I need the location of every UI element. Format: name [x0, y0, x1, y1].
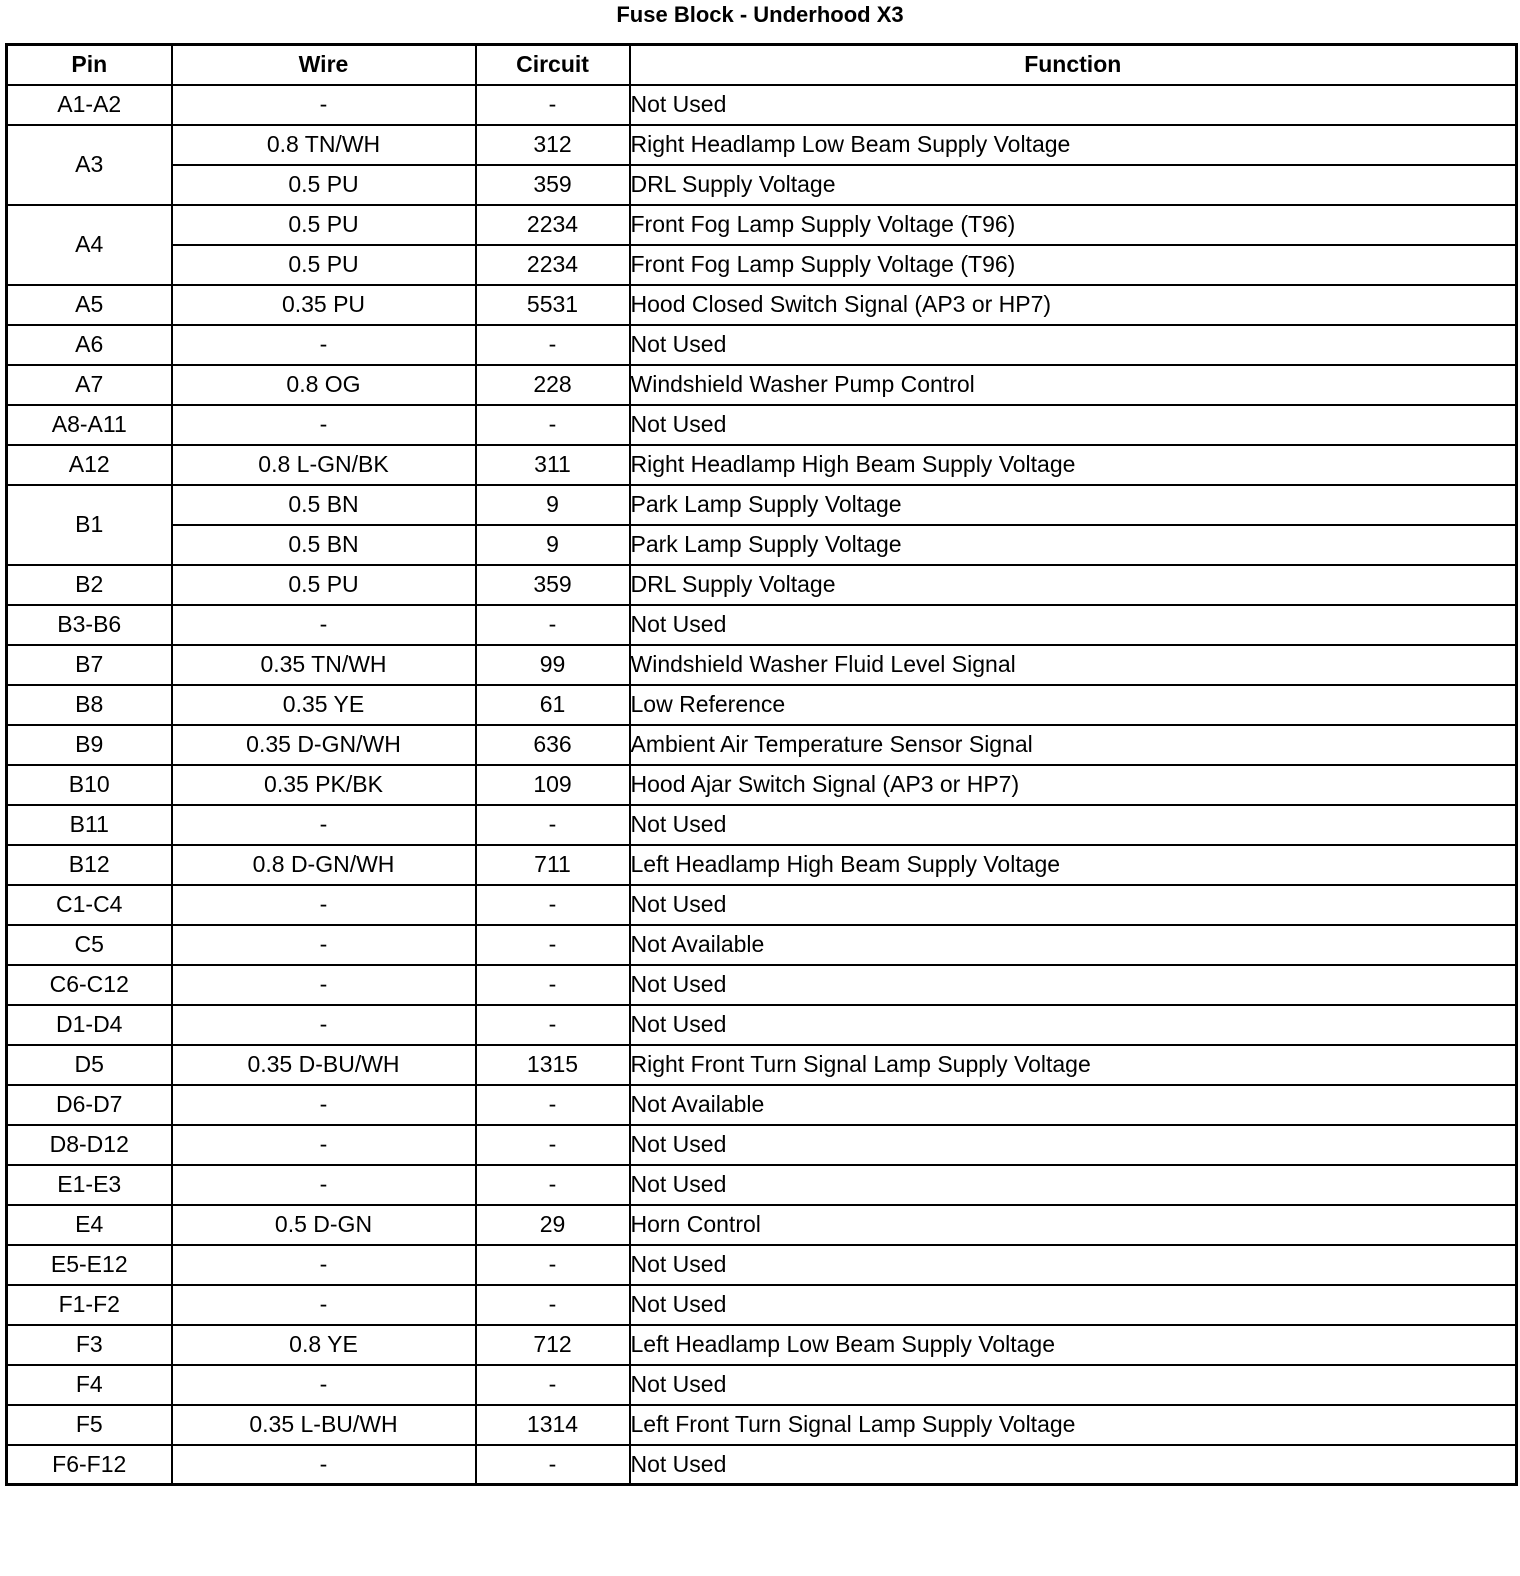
- function-cell: Right Headlamp Low Beam Supply Voltage: [630, 125, 1517, 165]
- table-row: [7, 165, 1517, 205]
- function-cell: Not Used: [630, 1245, 1517, 1285]
- pin-cell: D6-D7: [7, 1085, 172, 1125]
- table-row: [7, 525, 1517, 565]
- circuit-cell: 9: [476, 485, 630, 525]
- table-row: [7, 85, 1517, 125]
- table-row: [7, 725, 1517, 765]
- pin-cell: B12: [7, 845, 172, 885]
- circuit-cell: 312: [476, 125, 630, 165]
- function-cell: Front Fog Lamp Supply Voltage (T96): [630, 205, 1517, 245]
- pin-cell: C1-C4: [7, 885, 172, 925]
- circuit-cell: -: [476, 1245, 630, 1285]
- wire-cell: 0.5 PU: [172, 245, 476, 285]
- wire-cell: 0.35 PU: [172, 285, 476, 325]
- pin-cell: F6-F12: [7, 1445, 172, 1485]
- function-cell: Left Headlamp Low Beam Supply Voltage: [630, 1325, 1517, 1365]
- pin-cell: F3: [7, 1325, 172, 1365]
- circuit-cell: -: [476, 1445, 630, 1485]
- function-cell: Park Lamp Supply Voltage: [630, 525, 1517, 565]
- table-row: [7, 1005, 1517, 1045]
- pin-cell: E1-E3: [7, 1165, 172, 1205]
- pin-cell: B7: [7, 645, 172, 685]
- pin-cell: D1-D4: [7, 1005, 172, 1045]
- wire-cell: -: [172, 1445, 476, 1485]
- wire-cell: 0.35 L-BU/WH: [172, 1405, 476, 1445]
- wire-cell: 0.5 BN: [172, 525, 476, 565]
- table-row: [7, 565, 1517, 605]
- function-cell: Not Used: [630, 885, 1517, 925]
- pin-cell: B2: [7, 565, 172, 605]
- table-row: [7, 1165, 1517, 1205]
- function-cell: Windshield Washer Fluid Level Signal: [630, 645, 1517, 685]
- pin-cell: A1-A2: [7, 85, 172, 125]
- function-cell: Not Available: [630, 925, 1517, 965]
- table-row: [7, 1445, 1517, 1485]
- function-cell: Not Used: [630, 605, 1517, 645]
- table-row: [7, 845, 1517, 885]
- circuit-cell: 2234: [476, 245, 630, 285]
- wire-cell: -: [172, 1165, 476, 1205]
- table-row: [7, 645, 1517, 685]
- table-row: [7, 1245, 1517, 1285]
- circuit-cell: -: [476, 1165, 630, 1205]
- header-function: Function: [630, 45, 1517, 85]
- wire-cell: -: [172, 1005, 476, 1045]
- circuit-cell: 29: [476, 1205, 630, 1245]
- function-cell: Right Headlamp High Beam Supply Voltage: [630, 445, 1517, 485]
- function-cell: Left Front Turn Signal Lamp Supply Voltage: [630, 1405, 1517, 1445]
- circuit-cell: 711: [476, 845, 630, 885]
- table-row: [7, 765, 1517, 805]
- pin-cell: A3: [7, 125, 172, 205]
- circuit-cell: 1315: [476, 1045, 630, 1085]
- wire-cell: 0.8 OG: [172, 365, 476, 405]
- pin-cell: B8: [7, 685, 172, 725]
- pin-cell: A8-A11: [7, 405, 172, 445]
- table-row: [7, 405, 1517, 445]
- wire-cell: -: [172, 325, 476, 365]
- circuit-cell: -: [476, 405, 630, 445]
- function-cell: Hood Ajar Switch Signal (AP3 or HP7): [630, 765, 1517, 805]
- function-cell: Park Lamp Supply Voltage: [630, 485, 1517, 525]
- pin-cell: B3-B6: [7, 605, 172, 645]
- table-body: [7, 85, 1517, 1485]
- function-cell: Not Used: [630, 325, 1517, 365]
- pin-cell: E4: [7, 1205, 172, 1245]
- wire-cell: 0.35 D-BU/WH: [172, 1045, 476, 1085]
- function-cell: Left Headlamp High Beam Supply Voltage: [630, 845, 1517, 885]
- circuit-cell: 9: [476, 525, 630, 565]
- circuit-cell: 311: [476, 445, 630, 485]
- pin-cell: B9: [7, 725, 172, 765]
- circuit-cell: 61: [476, 685, 630, 725]
- function-cell: Not Used: [630, 805, 1517, 845]
- function-cell: Not Used: [630, 965, 1517, 1005]
- table-row: [7, 965, 1517, 1005]
- table-row: [7, 325, 1517, 365]
- header-wire: Wire: [172, 45, 476, 85]
- table-row: [7, 365, 1517, 405]
- table-row: [7, 1125, 1517, 1165]
- table-row: [7, 1285, 1517, 1325]
- header-pin: Pin: [7, 45, 172, 85]
- circuit-cell: 359: [476, 565, 630, 605]
- table-row: [7, 445, 1517, 485]
- wire-cell: -: [172, 1085, 476, 1125]
- wire-cell: -: [172, 1125, 476, 1165]
- circuit-cell: -: [476, 1285, 630, 1325]
- function-cell: Not Available: [630, 1085, 1517, 1125]
- function-cell: Not Used: [630, 1005, 1517, 1045]
- wire-cell: -: [172, 925, 476, 965]
- table-row: [7, 245, 1517, 285]
- wire-cell: -: [172, 85, 476, 125]
- pin-cell: D5: [7, 1045, 172, 1085]
- wire-cell: -: [172, 805, 476, 845]
- circuit-cell: -: [476, 1365, 630, 1405]
- table-row: [7, 1325, 1517, 1365]
- circuit-cell: -: [476, 85, 630, 125]
- wire-cell: 0.35 TN/WH: [172, 645, 476, 685]
- wire-cell: 0.5 PU: [172, 565, 476, 605]
- wire-cell: 0.5 D-GN: [172, 1205, 476, 1245]
- function-cell: Not Used: [630, 85, 1517, 125]
- table-row: [7, 285, 1517, 325]
- table-row: [7, 1205, 1517, 1245]
- table-row: [7, 805, 1517, 845]
- table-row: [7, 1365, 1517, 1405]
- pin-cell: A7: [7, 365, 172, 405]
- circuit-cell: 228: [476, 365, 630, 405]
- table-row: [7, 685, 1517, 725]
- table-row: [7, 605, 1517, 645]
- wire-cell: -: [172, 1365, 476, 1405]
- wire-cell: 0.8 TN/WH: [172, 125, 476, 165]
- wire-cell: 0.35 YE: [172, 685, 476, 725]
- wire-cell: -: [172, 405, 476, 445]
- pin-cell: E5-E12: [7, 1245, 172, 1285]
- circuit-cell: -: [476, 925, 630, 965]
- wire-cell: -: [172, 1245, 476, 1285]
- circuit-cell: 5531: [476, 285, 630, 325]
- wire-cell: -: [172, 1285, 476, 1325]
- circuit-cell: 712: [476, 1325, 630, 1365]
- pin-cell: F5: [7, 1405, 172, 1445]
- table-row: [7, 925, 1517, 965]
- circuit-cell: -: [476, 605, 630, 645]
- circuit-cell: -: [476, 325, 630, 365]
- function-cell: Not Used: [630, 1365, 1517, 1405]
- function-cell: Right Front Turn Signal Lamp Supply Voltage: [630, 1045, 1517, 1085]
- header-circuit: Circuit: [476, 45, 630, 85]
- wire-cell: 0.8 YE: [172, 1325, 476, 1365]
- table-row: [7, 1085, 1517, 1125]
- table-row: [7, 1045, 1517, 1085]
- function-cell: Horn Control: [630, 1205, 1517, 1245]
- function-cell: Not Used: [630, 1125, 1517, 1165]
- page-title: Fuse Block - Underhood X3: [616, 2, 904, 27]
- function-cell: Low Reference: [630, 685, 1517, 725]
- circuit-cell: -: [476, 1005, 630, 1045]
- wire-cell: 0.8 L-GN/BK: [172, 445, 476, 485]
- function-cell: Ambient Air Temperature Sensor Signal: [630, 725, 1517, 765]
- pin-cell: D8-D12: [7, 1125, 172, 1165]
- circuit-cell: -: [476, 965, 630, 1005]
- function-cell: DRL Supply Voltage: [630, 565, 1517, 605]
- table-row: [7, 885, 1517, 925]
- pin-cell: B10: [7, 765, 172, 805]
- pin-cell: F1-F2: [7, 1285, 172, 1325]
- function-cell: Not Used: [630, 1165, 1517, 1205]
- table-header-row: [7, 45, 1517, 85]
- connector-pin-table: [5, 43, 1518, 1486]
- circuit-cell: -: [476, 805, 630, 845]
- function-cell: Not Used: [630, 1445, 1517, 1485]
- pin-cell: B11: [7, 805, 172, 845]
- wire-cell: -: [172, 605, 476, 645]
- circuit-cell: -: [476, 1085, 630, 1125]
- circuit-cell: 2234: [476, 205, 630, 245]
- function-cell: Hood Closed Switch Signal (AP3 or HP7): [630, 285, 1517, 325]
- wire-cell: 0.5 PU: [172, 205, 476, 245]
- pin-cell: C5: [7, 925, 172, 965]
- circuit-cell: 109: [476, 765, 630, 805]
- circuit-cell: 99: [476, 645, 630, 685]
- circuit-cell: 1314: [476, 1405, 630, 1445]
- wire-cell: -: [172, 885, 476, 925]
- table-row: [7, 125, 1517, 165]
- pin-cell: A12: [7, 445, 172, 485]
- pin-cell: C6-C12: [7, 965, 172, 1005]
- circuit-cell: 359: [476, 165, 630, 205]
- function-cell: Not Used: [630, 405, 1517, 445]
- function-cell: Windshield Washer Pump Control: [630, 365, 1517, 405]
- function-cell: DRL Supply Voltage: [630, 165, 1517, 205]
- pin-cell: A6: [7, 325, 172, 365]
- table-row: [7, 485, 1517, 525]
- wire-cell: -: [172, 965, 476, 1005]
- function-cell: Not Used: [630, 1285, 1517, 1325]
- wire-cell: 0.5 PU: [172, 165, 476, 205]
- wire-cell: 0.8 D-GN/WH: [172, 845, 476, 885]
- wire-cell: 0.35 D-GN/WH: [172, 725, 476, 765]
- pin-cell: A4: [7, 205, 172, 285]
- function-cell: Front Fog Lamp Supply Voltage (T96): [630, 245, 1517, 285]
- wire-cell: 0.35 PK/BK: [172, 765, 476, 805]
- table-row: [7, 1405, 1517, 1445]
- table-row: [7, 205, 1517, 245]
- wire-cell: 0.5 BN: [172, 485, 476, 525]
- circuit-cell: 636: [476, 725, 630, 765]
- circuit-cell: -: [476, 1125, 630, 1165]
- circuit-cell: -: [476, 885, 630, 925]
- pin-cell: B1: [7, 485, 172, 565]
- pin-cell: F4: [7, 1365, 172, 1405]
- pin-cell: A5: [7, 285, 172, 325]
